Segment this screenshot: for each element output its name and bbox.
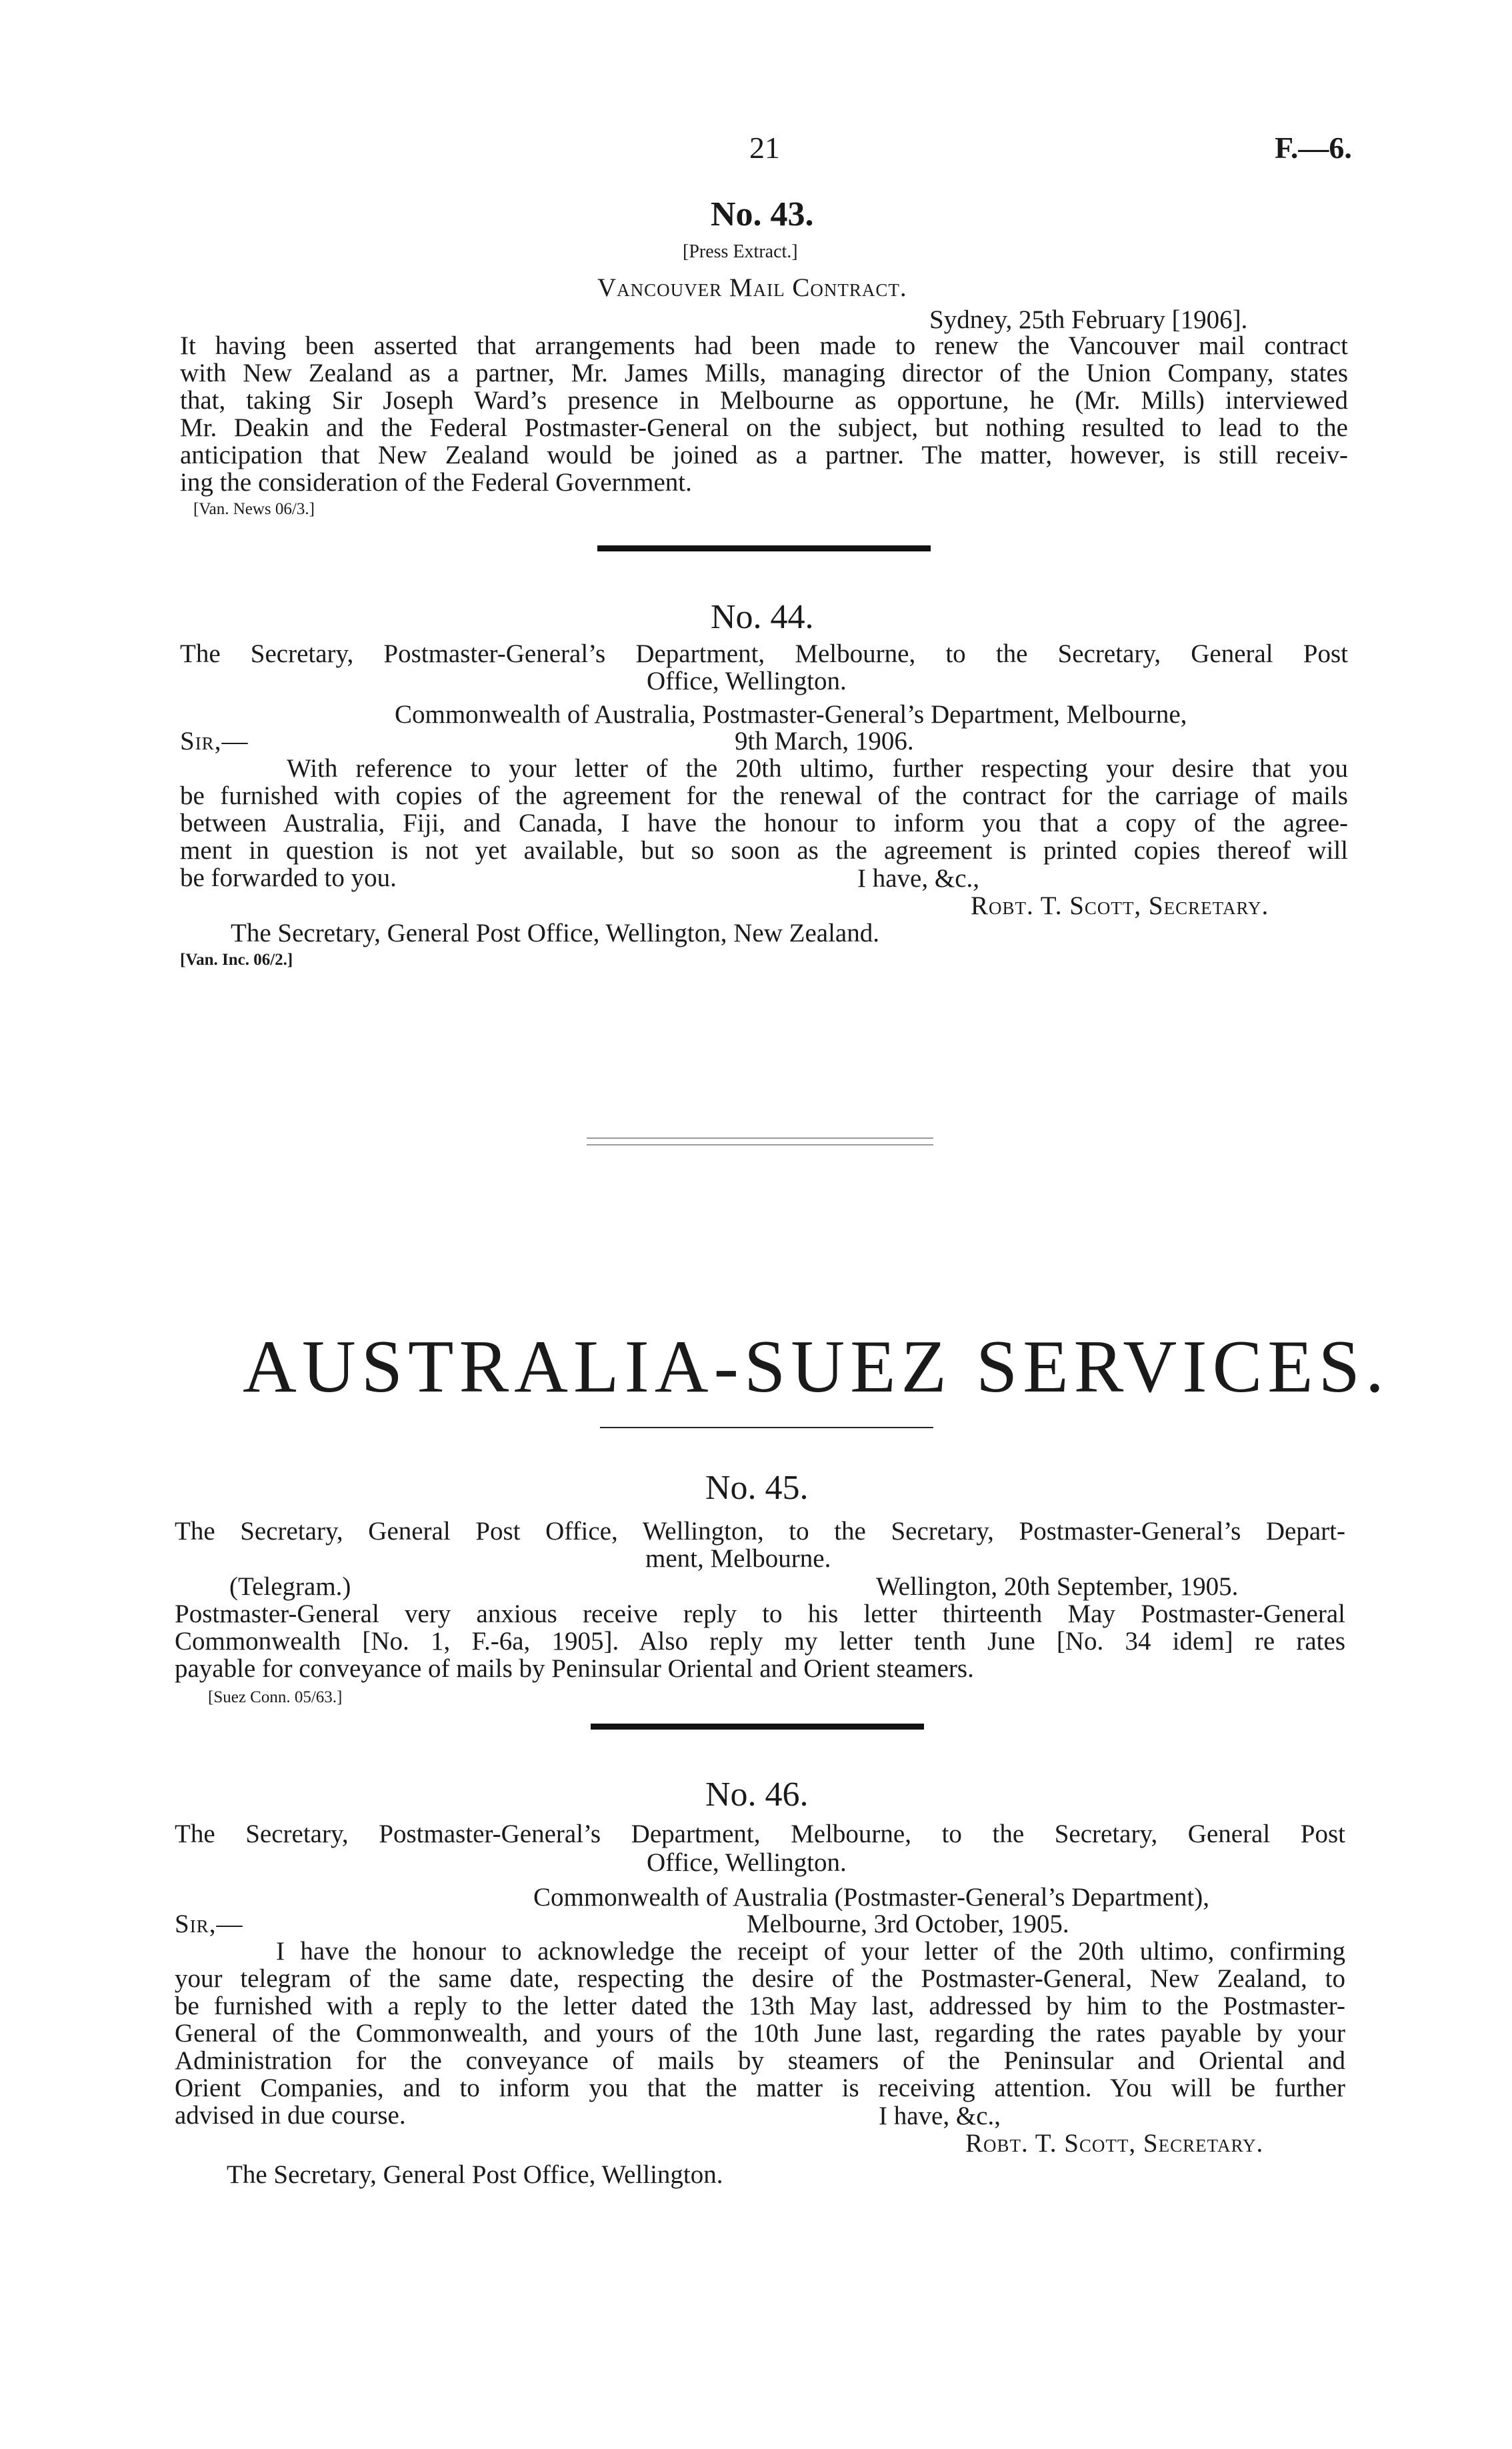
no44-recipient: The Secretary, General Post Office, Wellington, New Zealand. [231, 919, 879, 947]
no43-line-6: ing the consideration of the Federal Government. [180, 468, 692, 497]
no44-date: 9th March, 1906. [735, 727, 914, 755]
no45-line-1: Postmaster-General very anxious receive reply to his letter thirteenth May Postmaster-General [175, 1600, 1345, 1628]
no44-line-1: With reference to your letter of the 20th ultimo, further respecting your desire that you [287, 754, 1348, 783]
no43-title: Vancouver Mail Contract. [597, 273, 907, 302]
no46-signature: Robt. T. Scott, Secretary. [965, 2129, 1264, 2158]
no46-line-1: I have the honour to acknowledge the receipt of your letter of the 20th ultimo, confirming [276, 1937, 1345, 1966]
no46-date: Melbourne, 3rd October, 1905. [747, 1910, 1069, 1938]
no43-reference: [Van. News 06/3.] [193, 500, 315, 518]
no45-line-3: payable for conveyance of mails by Peninsular Oriental and Orient steamers. [175, 1654, 974, 1683]
no45-heading: No. 45. [705, 1469, 809, 1507]
no43-line-4: Mr. Deakin and the Federal Postmaster-General on the subject, but nothing resulted to lead to the [180, 413, 1348, 442]
no46-heading: No. 46. [705, 1776, 809, 1814]
section-title: AUSTRALIA-SUEZ SERVICES. [243, 1326, 1389, 1408]
page-number: 21 [749, 131, 780, 165]
no44-line-4: ment in question is not yet available, but so soon as the agreement is printed copies thereof will [180, 836, 1348, 865]
no44-place: Commonwealth of Australia, Postmaster-General’s Department, Melbourne, [395, 700, 1187, 729]
no43-line-5: anticipation that New Zealand would be joined as a partner. The matter, however, is still receiv- [180, 441, 1348, 469]
divider-thick-2 [591, 1724, 924, 1730]
no45-dateline: Wellington, 20th September, 1905. [876, 1572, 1239, 1601]
no43-label: [Press Extract.] [683, 241, 798, 262]
no44-address-1: The Secretary, Postmaster-General’s Department, Melbourne, to the Secretary, General Post [180, 639, 1348, 668]
no46-closing: I have, &c., [879, 2102, 1001, 2130]
no43-line-3: that, taking Sir Joseph Ward’s presence in Melbourne as opportune, he (Mr. Mills) interviewed [180, 386, 1348, 415]
no44-line-2: be furnished with copies of the agreement for the renewal of the contract for the carriage of mails [180, 781, 1348, 810]
divider-double-top [587, 1137, 933, 1139]
no44-signature: Robt. T. Scott, Secretary. [971, 891, 1269, 920]
no46-line-6: Orient Companies, and to inform you that the matter is receiving attention. You will be further [175, 2074, 1345, 2102]
no45-line-2: Commonwealth [No. 1, F.-6a, 1905]. Also reply my letter tenth June [No. 34 idem] re rates [175, 1627, 1345, 1656]
no46-address-1: The Secretary, Postmaster-General’s Department, Melbourne, to the Secretary, General Post [175, 1820, 1345, 1848]
no44-line-5: be forwarded to you. [180, 863, 397, 892]
no45-reference: [Suez Conn. 05/63.] [208, 1688, 343, 1706]
no43-line-1: It having been asserted that arrangements had been made to renew the Vancouver mail contract [180, 331, 1348, 360]
no43-heading: No. 43. [711, 195, 814, 233]
no44-closing: I have, &c., [857, 864, 980, 893]
no46-line-3: be furnished with a reply to the letter dated the 13th May last, addressed by him to the Postmaster- [175, 1992, 1345, 2020]
no46-recipient: The Secretary, General Post Office, Wellington. [227, 2160, 723, 2189]
no43-line-2: with New Zealand as a partner, Mr. James Mills, managing director of the Union Company, states [180, 359, 1348, 387]
no46-line-7: advised in due course. [175, 2101, 406, 2130]
no45-address-1: The Secretary, General Post Office, Wellington, to the Secretary, Postmaster-General’s Depart- [175, 1517, 1345, 1546]
no44-address-2: Office, Wellington. [647, 667, 847, 695]
no44-line-3: between Australia, Fiji, and Canada, I have the honour to inform you that a copy of the agree- [180, 809, 1348, 837]
section-title-underline [600, 1427, 933, 1428]
no46-place: Commonwealth of Australia (Postmaster-General’s Department), [533, 1883, 1210, 1912]
no46-line-5: Administration for the conveyance of mails by steamers of the Peninsular and Oriental and [175, 2046, 1345, 2075]
no46-salutation: Sir,— [175, 1910, 243, 1938]
page-reference: F.—6. [1275, 131, 1352, 165]
no46-address-2: Office, Wellington. [647, 1848, 847, 1877]
divider-double-bottom [587, 1144, 933, 1145]
no46-line-4: General of the Commonwealth, and yours of the 10th June last, regarding the rates payable by your [175, 2019, 1345, 2048]
no45-address-2: ment, Melbourne. [645, 1544, 831, 1573]
no45-telegram-label: (Telegram.) [229, 1572, 351, 1601]
divider-thick-1 [597, 545, 931, 551]
no44-heading: No. 44. [711, 598, 814, 636]
no46-line-2: your telegram of the same date, respecting the desire of the Postmaster-General, New Zealand, to [175, 1964, 1345, 1993]
no43-dateline: Sydney, 25th February [1906]. [929, 305, 1248, 334]
no44-salutation: Sir,— [180, 727, 249, 755]
no44-reference: [Van. Inc. 06/2.] [180, 951, 293, 969]
